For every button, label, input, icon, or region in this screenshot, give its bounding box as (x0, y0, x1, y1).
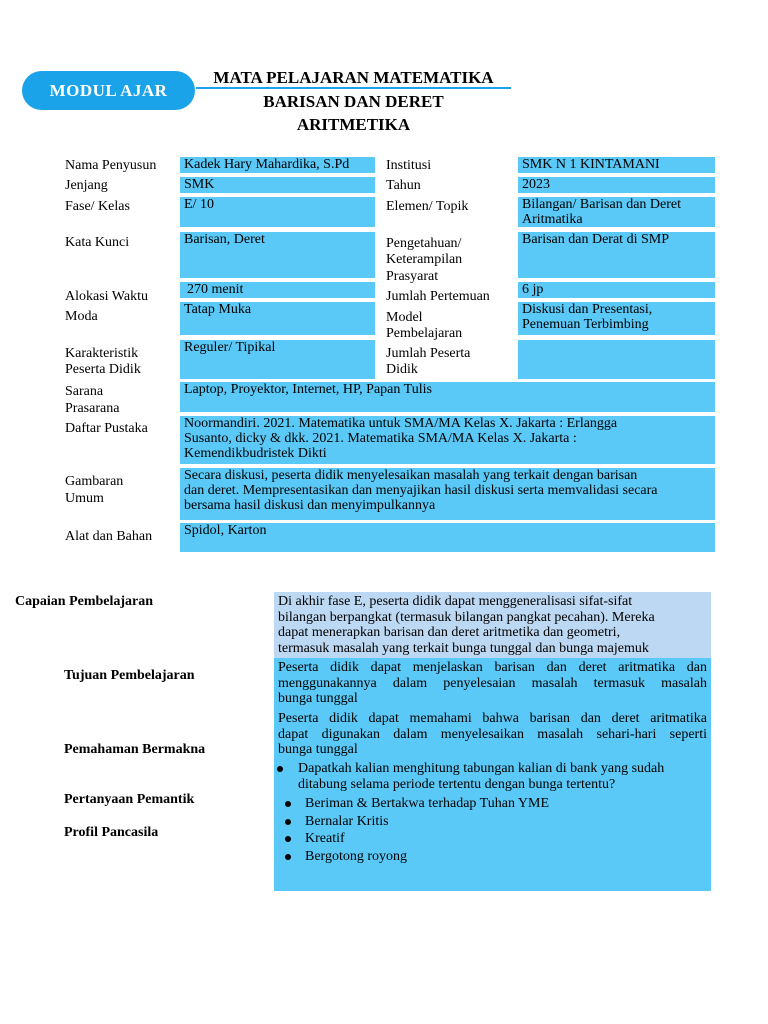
label-gambaran-2: Umum (65, 491, 104, 506)
capaian-line-4: termasuk masalah yang terkait bunga tunggal dan bunga majemuk (278, 640, 649, 656)
label-capaian: Capaian Pembelajaran (15, 594, 154, 609)
label-tujuan: Tujuan Pembelajaran (64, 668, 195, 683)
profil-item: Bergotong royong (305, 849, 408, 864)
tujuan-text (274, 660, 711, 707)
pemahaman-line-2: dapat digunakan dalam menyelesaikan masalah sehari-hari seperti (278, 726, 707, 742)
title-subject: MATA PELAJARAN MATEMATIKA (213, 68, 494, 87)
pemahaman-text (274, 711, 711, 758)
label-fase-kelas: Fase/ Kelas (65, 199, 130, 214)
value-model-pembelajaran (518, 302, 715, 335)
bullet-dot-icon (285, 836, 291, 842)
label-pemahaman: Pemahaman Bermakna (64, 742, 206, 757)
label-profil: Profil Pancasila (64, 825, 159, 840)
value-institusi: SMK N 1 KINTAMANI (518, 157, 715, 173)
value-fase-kelas: E/ 10 (180, 197, 375, 227)
gambaran-line-2: dan deret. Mempresentasikan dan menyajikan hasil diskusi serta memvalidasi secara (184, 483, 658, 498)
label-daftar-pustaka: Daftar Pustaka (65, 421, 148, 436)
pemahaman-line-1: Peserta didik dapat memahami bahwa barisan dan deret aritmatika (278, 711, 707, 726)
label-jumlah-peserta-1: Jumlah Peserta (386, 346, 471, 361)
profil-item: Kreatif (305, 831, 345, 846)
label-sarana-2: Prasarana (65, 401, 120, 416)
gambaran-line-3: bersama hasil diskusi dan menyimpulkannya (184, 498, 436, 513)
value-alokasi-waktu: 270 menit (180, 282, 375, 298)
value-karakteristik: Reguler/ Tipikal (180, 340, 375, 379)
value-elemen-topik (518, 197, 715, 227)
value-nama-penyusun: Kadek Hary Mahardika, S.Pd (180, 157, 375, 173)
label-gambaran-1: Gambaran (65, 474, 124, 489)
pustaka-line-1: Noormandiri. 2021. Matematika untuk SMA/MA Kelas X. Jakarta : Erlangga (184, 416, 618, 431)
profil-item: Bernalar Kritis (305, 814, 389, 829)
modul-ajar-badge: MODUL AJAR (22, 71, 195, 110)
value-model-1: Diskusi dan Presentasi, (522, 302, 653, 317)
value-gambaran-umum (180, 468, 715, 520)
label-model-1: Model (386, 310, 423, 325)
label-karakteristik-2: Peserta Didik (65, 362, 141, 377)
value-model-2: Penemuan Terbimbing (522, 317, 649, 332)
label-karakteristik-1: Karakteristik (65, 346, 139, 361)
tujuan-line-2: menggunakannya dalam penyelesaian masalah termasuk masalah (278, 675, 707, 691)
value-tahun: 2023 (518, 177, 715, 193)
label-model-2: Pembelajaran (386, 326, 463, 341)
pemahaman-line-3: bunga tunggal (278, 742, 358, 757)
pustaka-line-3: Kemendikbudristek Dikti (184, 446, 327, 461)
label-moda: Moda (65, 309, 98, 324)
value-kata-kunci: Barisan, Deret (180, 232, 375, 278)
value-alat-bahan: Spidol, Karton (180, 523, 715, 552)
capaian-line-3: dapat menerapkan barisan dan deret aritmetika dan geometri, (278, 625, 621, 640)
label-tahun: Tahun (386, 178, 421, 193)
capaian-line-1: Di akhir fase E, peserta didik dapat menggeneralisasi sifat-sifat (278, 594, 633, 609)
label-prasyarat-1: Pengetahuan/ (386, 236, 462, 251)
value-jumlah-pertemuan: 6 jp (518, 282, 715, 298)
pertanyaan-line-1: Dapatkah kalian menghitung tabungan kalian di bank yang sudah (298, 761, 665, 776)
value-jumlah-peserta (518, 340, 715, 379)
label-sarana-1: Sarana (65, 384, 104, 399)
label-alokasi-waktu: Alokasi Waktu (65, 289, 148, 304)
pertanyaan-line-2: ditabung selama periode tertentu dengan bunga tertentu? (298, 777, 616, 792)
tujuan-line-3: bunga tunggal (278, 691, 358, 706)
label-prasyarat-2: Keterampilan (386, 252, 463, 267)
value-daftar-pustaka (180, 416, 715, 464)
title-topic-line1: BARISAN DAN DERET (263, 92, 444, 111)
label-alat-bahan: Alat dan Bahan (65, 529, 153, 544)
bullet-dot-icon (285, 854, 291, 860)
value-sarana: Laptop, Proyektor, Internet, HP, Papan Tulis (180, 382, 715, 412)
bullet-dot-icon (285, 801, 291, 807)
label-jenjang: Jenjang (65, 178, 108, 193)
capaian-line-2: bilangan berpangkat (termasuk bilangan pangkat pecahan). Mereka (278, 609, 655, 625)
label-institusi: Institusi (386, 158, 432, 173)
bullet-dot-icon (277, 766, 283, 772)
label-prasyarat-3: Prasyarat (386, 269, 439, 284)
label-nama-penyusun: Nama Penyusun (65, 158, 157, 173)
capaian-panel (274, 592, 711, 658)
gambaran-line-1: Secara diskusi, peserta didik menyelesaikan masalah yang terkait dengan barisan (184, 468, 638, 483)
value-elemen-topik-2: Aritmatika (522, 212, 583, 227)
label-kata-kunci: Kata Kunci (65, 235, 130, 250)
value-moda: Tatap Muka (180, 302, 375, 335)
bullet-dot-icon (285, 819, 291, 825)
value-jenjang: SMK (180, 177, 375, 193)
label-pertanyaan: Pertanyaan Pemantik (64, 792, 195, 807)
label-jumlah-pertemuan: Jumlah Pertemuan (386, 289, 490, 304)
value-prasyarat: Barisan dan Derat di SMP (518, 232, 715, 278)
label-elemen-topik: Elemen/ Topik (386, 199, 469, 214)
pustaka-line-2: Susanto, dicky & dkk. 2021. Matematika SMA/MA Kelas X. Jakarta : (184, 431, 577, 446)
tujuan-line-1: Peserta didik dapat menjelaskan barisan dan deret aritmatika dan (278, 660, 707, 675)
profil-item: Beriman & Bertakwa terhadap Tuhan YME (305, 796, 550, 811)
title-topic-line2: ARITMETIKA (296, 115, 411, 134)
label-jumlah-peserta-2: Didik (386, 362, 418, 377)
value-elemen-topik-1: Bilangan/ Barisan dan Deret (522, 197, 682, 212)
